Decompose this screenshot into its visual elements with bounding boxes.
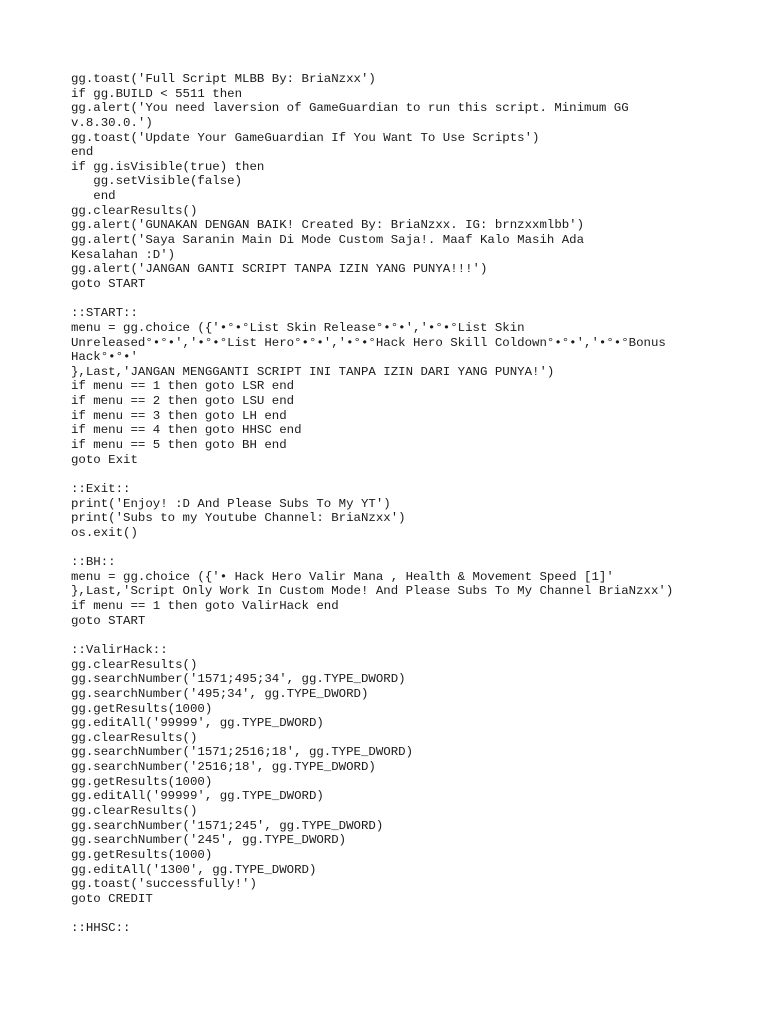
code-line: ::HHSC:: [71,921,131,936]
code-line: gg.editAll('99999', gg.TYPE_DWORD) [71,716,324,731]
code-line: Unreleased°•°•','•°•°List Hero°•°•','•°•°Hack Hero Skill Coldown°•°•','•°•°Bonus [71,335,666,350]
code-line: if menu == 1 then goto ValirHack end [71,599,339,614]
code-line: goto START [71,613,146,628]
code-line: gg.clearResults() [71,203,198,218]
code-line: if menu == 2 then goto LSU end [71,394,295,409]
code-line: goto START [71,276,146,291]
code-line: gg.alert('GUNAKAN DENGAN BAIK! Created By: BriaNzxx. IG: brnzxxmlbb') [71,218,585,233]
code-line: if gg.isVisible(true) then [71,159,265,174]
blank-line [71,907,751,922]
code-line: end [71,189,116,204]
code-line: menu = gg.choice ({'•°•°List Skin Release°•°•','•°•°List Skin [71,320,525,335]
code-line: gg.searchNumber('2516;18', gg.TYPE_DWORD) [71,760,376,775]
code-line: gg.setVisible(false) [71,174,243,189]
code-line: gg.toast('Update Your GameGuardian If You Want To Use Scripts') [71,130,540,145]
code-line: print('Enjoy! :D And Please Subs To My YT') [71,496,391,511]
code-line: gg.getResults(1000) [71,774,213,789]
code-line: goto Exit [71,452,138,467]
code-line: if menu == 3 then goto LH end [71,408,287,423]
code-line: gg.alert('JANGAN GANTI SCRIPT TANPA IZIN YANG PUNYA!!!') [71,262,488,277]
blank-line [71,292,751,307]
code-line: Kesalahan :D') [71,247,176,262]
code-line: },Last,'Script Only Work In Custom Mode! And Please Subs To My Channel BriaNzxx') [71,584,674,599]
code-line: v.8.30.0.') [71,115,153,130]
code-line: if gg.BUILD < 5511 then [71,86,243,101]
code-line: menu = gg.choice ({'• Hack Hero Valir Mana , Health & Movement Speed [1]' [71,569,614,584]
code-line: ::BH:: [71,555,116,570]
code-line: gg.alert('You need laversion of GameGuardian to run this script. Minimum GG [71,101,629,116]
code-line: gg.searchNumber('1571;245', gg.TYPE_DWORD) [71,818,384,833]
code-line: gg.searchNumber('1571;495;34', gg.TYPE_DWORD) [71,672,406,687]
code-line: if menu == 5 then goto BH end [71,438,287,453]
code-line: if menu == 4 then goto HHSC end [71,423,302,438]
blank-line [71,467,751,482]
code-line: print('Subs to my Youtube Channel: BriaNzxx') [71,511,406,526]
code-line: },Last,'JANGAN MENGGANTI SCRIPT INI TANPA IZIN DARI YANG PUNYA!') [71,364,555,379]
code-line: gg.searchNumber('245', gg.TYPE_DWORD) [71,833,347,848]
code-line: gg.clearResults() [71,730,198,745]
code-line: Hack°•°•' [71,350,138,365]
code-line: ::ValirHack:: [71,642,168,657]
code-line: gg.searchNumber('1571;2516;18', gg.TYPE_DWORD) [71,745,414,760]
blank-line [71,628,751,643]
code-line: gg.clearResults() [71,804,198,819]
code-line: end [71,145,94,160]
code-line: gg.alert('Saya Saranin Main Di Mode Custom Saja!. Maaf Kalo Masih Ada [71,233,585,248]
document-page [71,72,751,936]
code-line: gg.editAll('99999', gg.TYPE_DWORD) [71,789,324,804]
code-line: gg.getResults(1000) [71,847,213,862]
code-line: gg.editAll('1300', gg.TYPE_DWORD) [71,862,317,877]
code-line: if menu == 1 then goto LSR end [71,379,295,394]
code-line: ::Exit:: [71,481,131,496]
blank-line [71,541,751,556]
code-line: goto CREDIT [71,891,153,906]
code-line: os.exit() [71,525,138,540]
code-line: gg.searchNumber('495;34', gg.TYPE_DWORD) [71,686,369,701]
code-line: ::START:: [71,306,138,321]
code-line: gg.getResults(1000) [71,701,213,716]
code-line: gg.clearResults() [71,657,198,672]
code-line: gg.toast('successfully!') [71,877,257,892]
code-line: gg.toast('Full Script MLBB By: BriaNzxx') [71,72,376,86]
